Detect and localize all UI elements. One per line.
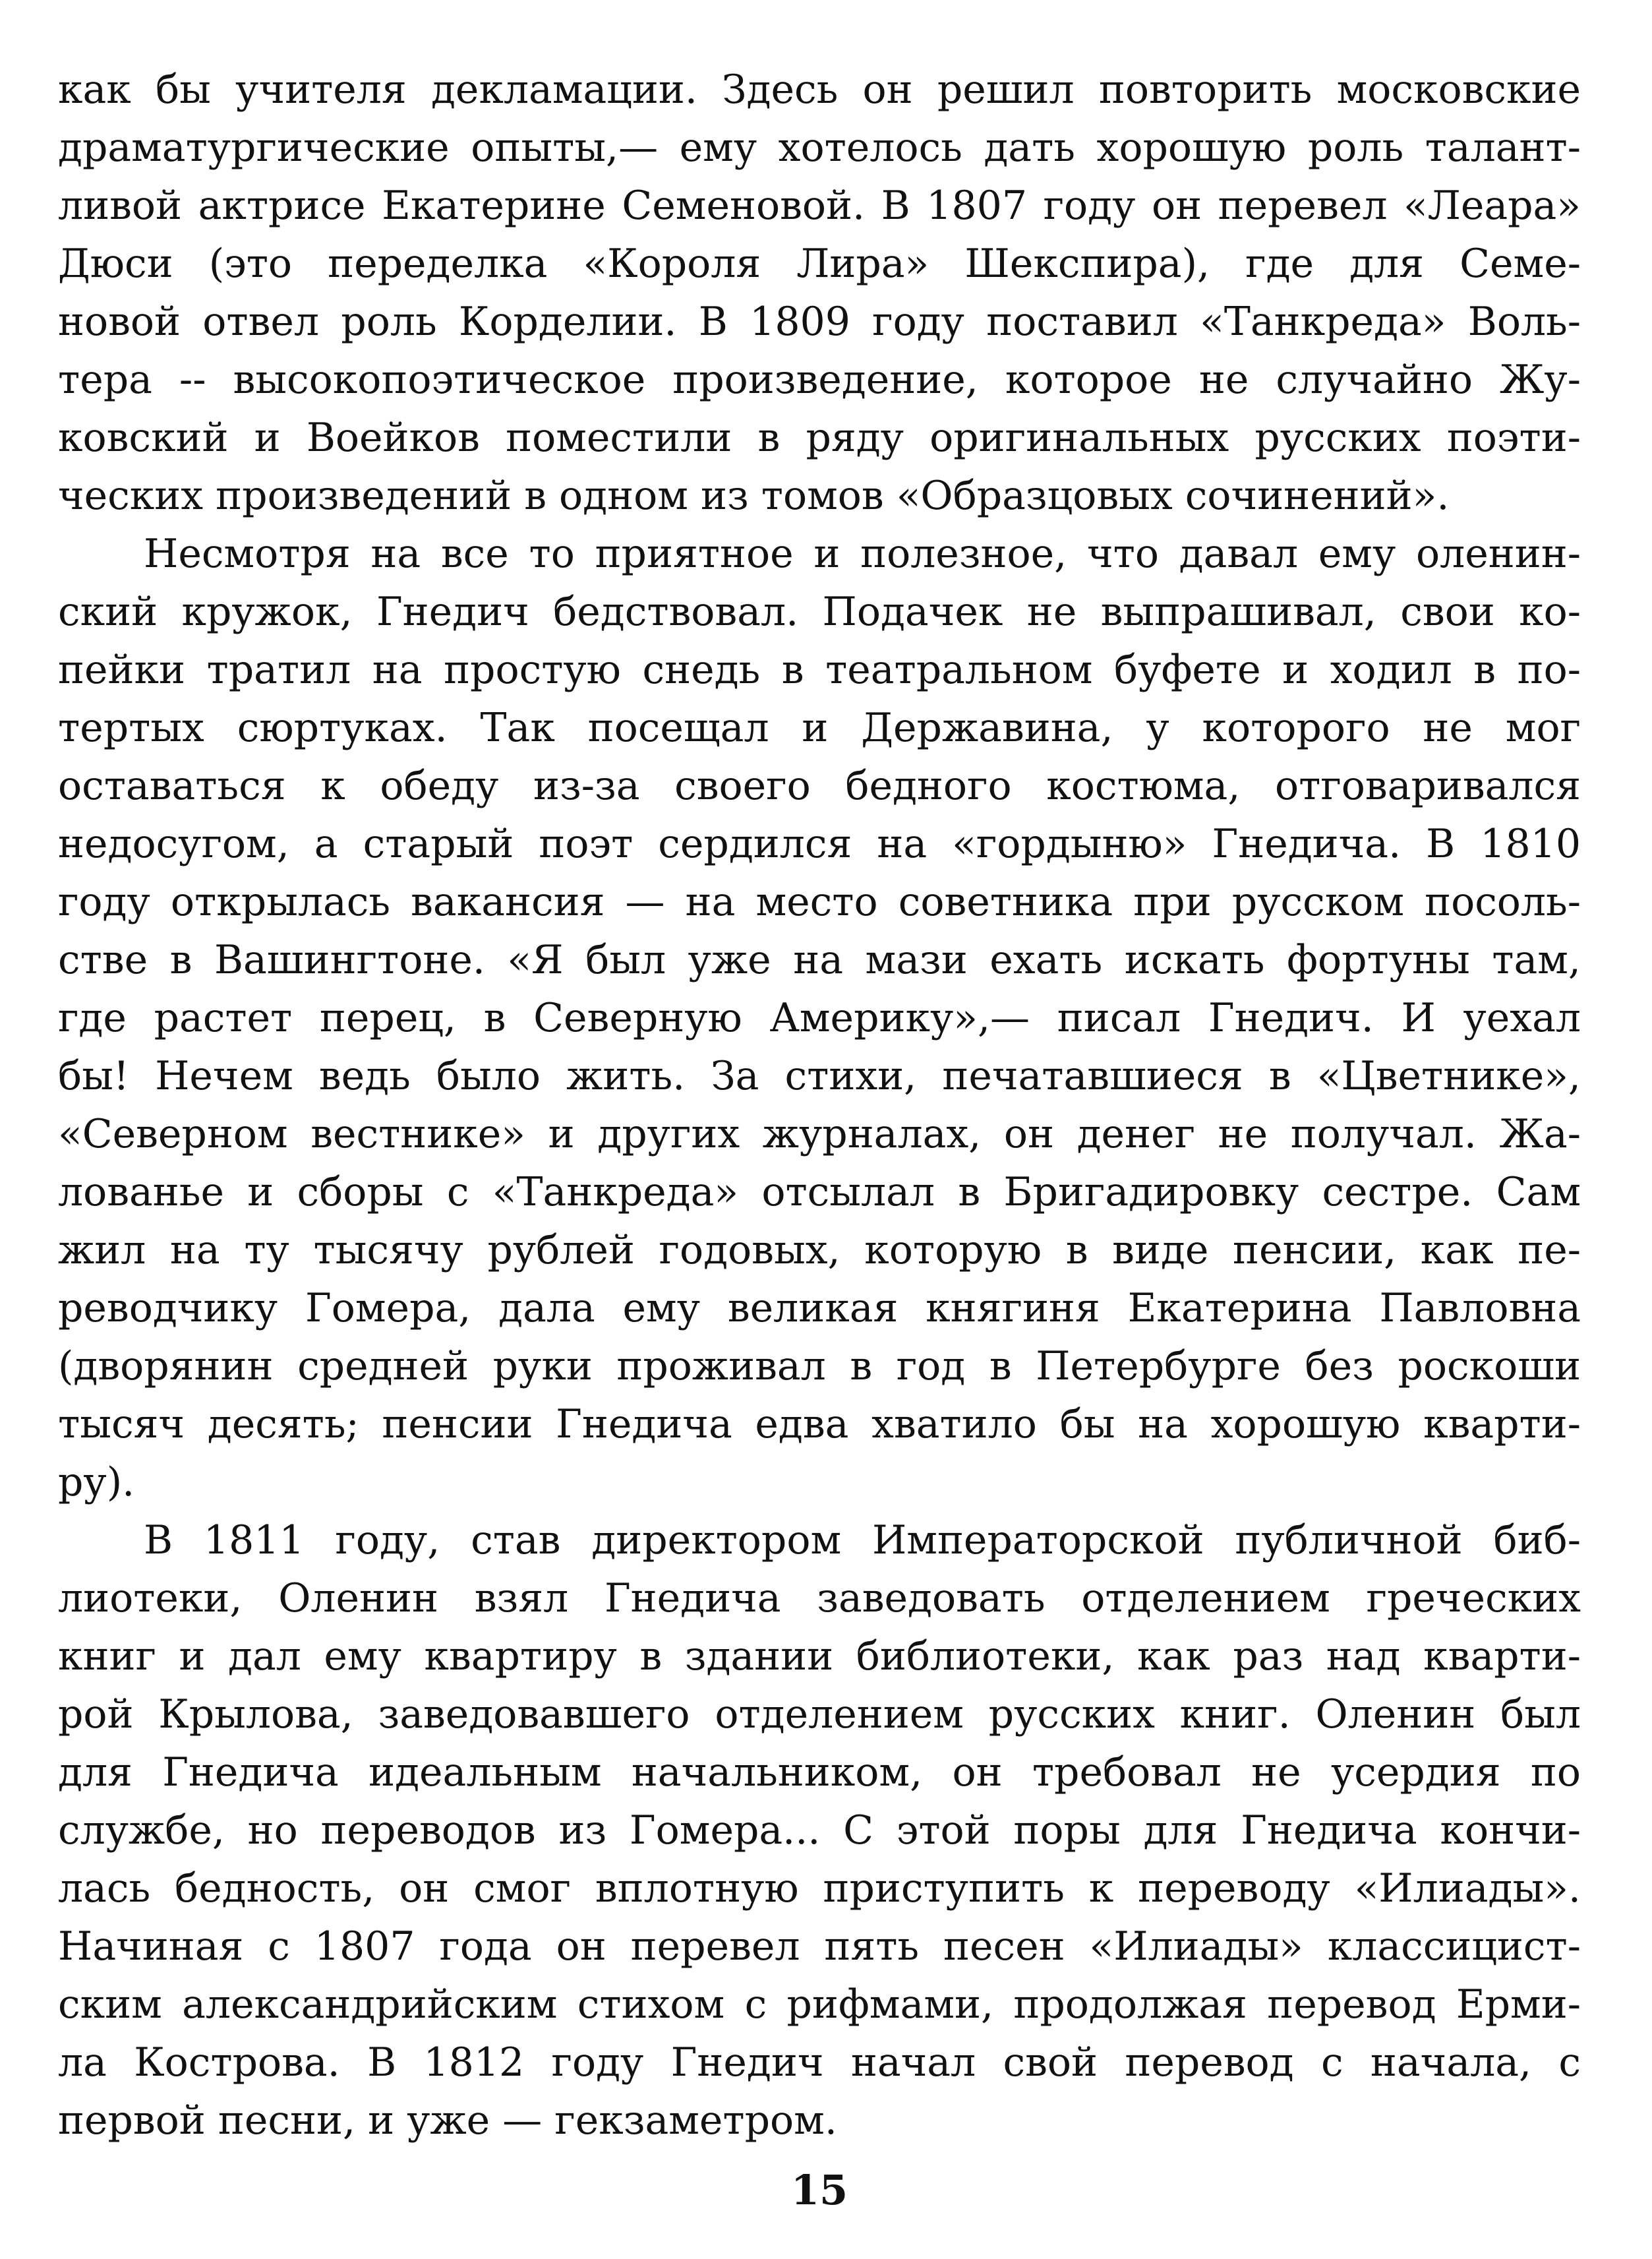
text-line: для Гнедича идеальным начальником, он требовал не усердия по bbox=[58, 1749, 1581, 1795]
text-line: стве в Вашингтоне. «Я был уже на мази ехать искать фортуны там, bbox=[58, 937, 1581, 983]
text-line: В 1811 году, став директором Императорской публичной биб- bbox=[144, 1517, 1581, 1563]
text-line: Начиная с 1807 года он перевел пять песен «Илиады» классицист- bbox=[58, 1923, 1581, 1970]
document-page bbox=[58, 61, 1581, 2237]
text-line: недосугом, а старый поэт сердился на «гордыню» Гнедича. В 1810 bbox=[58, 821, 1581, 867]
text-line: (дворянин средней руки проживал в год в Петербурге без роскоши bbox=[58, 1343, 1581, 1389]
page-number: 15 bbox=[790, 2166, 848, 2214]
text-line: ру). bbox=[58, 1459, 135, 1505]
text-line: ским александрийским стихом с рифмами, продолжая перевод Ерми- bbox=[58, 1981, 1581, 2028]
text-line: тертых сюртуках. Так посещал и Державина, у которого не мог bbox=[58, 705, 1581, 751]
text-line: тера -- высокопоэтическое произведение, которое не случайно Жу- bbox=[58, 357, 1581, 403]
text-line: бы! Нечем ведь было жить. За стихи, печатавшиеся в «Цветнике», bbox=[58, 1053, 1581, 1099]
text-line: ческих произведений в одном из томов «Образцовых сочинений». bbox=[58, 473, 1450, 519]
text-line: реводчику Гомера, дала ему великая княгиня Екатерина Павловна bbox=[58, 1285, 1581, 1331]
text-line: драматургические опыты,— ему хотелось дать хорошую роль талант- bbox=[58, 125, 1581, 171]
text-line: службе, но переводов из Гомера... С этой поры для Гнедича кончи- bbox=[58, 1807, 1581, 1853]
text-line: году открылась вакансия — на место советника при русском посоль- bbox=[58, 879, 1581, 925]
text-line: Дюси (это переделка «Короля Лира» Шекспира), где для Семе- bbox=[58, 241, 1581, 287]
text-line: жил на ту тысячу рублей годовых, которую в виде пенсии, как пе- bbox=[58, 1227, 1581, 1273]
text-line: рой Крылова, заведовавшего отделением русских книг. Оленин был bbox=[58, 1691, 1581, 1737]
text-line: как бы учителя декламации. Здесь он решил повторить московские bbox=[58, 67, 1581, 113]
text-line: книг и дал ему квартиру в здании библиотеки, как раз над кварти- bbox=[58, 1633, 1581, 1679]
text-line: ковский и Воейков поместили в ряду оригинальных русских поэти- bbox=[58, 415, 1581, 461]
text-line: первой песни, и уже — гекзаметром. bbox=[58, 2097, 837, 2144]
text-line: лованье и сборы с «Танкреда» отсылал в Бригадировку сестре. Сам bbox=[58, 1169, 1581, 1215]
text-line: ский кружок, Гнедич бедствовал. Подачек не выпрашивал, свои ко- bbox=[58, 589, 1581, 635]
text-line: лась бедность, он смог вплотную приступить к переводу «Илиады». bbox=[58, 1865, 1581, 1912]
text-body bbox=[58, 61, 1581, 2150]
text-line: тысяч десять; пенсии Гнедича едва хватило бы на хорошую кварти- bbox=[58, 1401, 1581, 1447]
text-line: ливой актрисе Екатерине Семеновой. В 1807 году он перевел «Леара» bbox=[58, 183, 1581, 229]
text-line: «Северном вестнике» и других журналах, он денег не получал. Жа- bbox=[58, 1111, 1581, 1157]
paragraph-2 bbox=[58, 525, 1581, 1511]
text-line: ла Кострова. В 1812 году Гнедич начал свой перевод с начала, с bbox=[58, 2039, 1581, 2086]
text-line: пейки тратил на простую снедь в театральном буфете и ходил в по- bbox=[58, 647, 1581, 693]
text-line: оставаться к обеду из-за своего бедного костюма, отговаривался bbox=[58, 763, 1581, 809]
text-line: Несмотря на все то приятное и полезное, что давал ему оленин- bbox=[144, 531, 1581, 577]
text-line: лиотеки, Оленин взял Гнедича заведовать отделением греческих bbox=[58, 1575, 1581, 1621]
paragraph-1 bbox=[58, 61, 1581, 525]
text-line: где растет перец, в Северную Америку»,— писал Гнедич. И уехал bbox=[58, 995, 1581, 1041]
text-line: новой отвел роль Корделии. В 1809 году поставил «Танкреда» Воль- bbox=[58, 299, 1581, 345]
paragraph-3 bbox=[58, 1511, 1581, 2150]
